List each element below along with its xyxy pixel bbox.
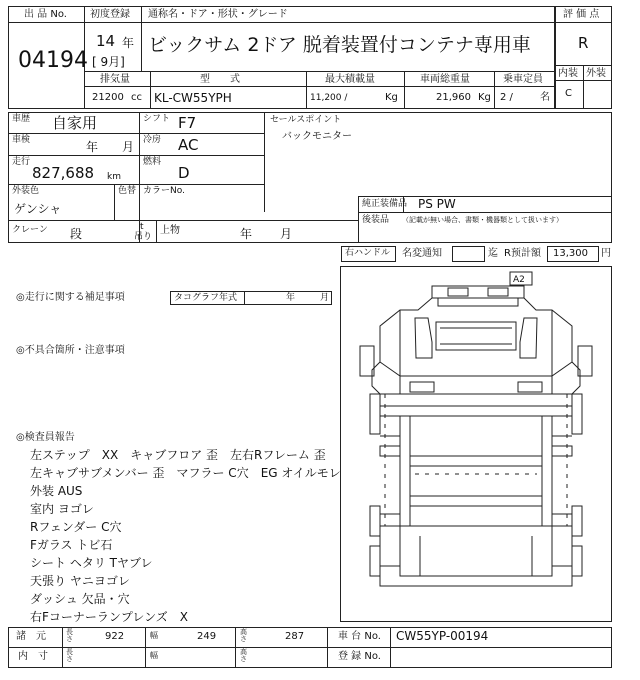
- name-change-label: 名変通知: [402, 248, 442, 259]
- sales-point-value: バックモニター: [282, 131, 352, 142]
- month-value: [ 9月]: [92, 55, 125, 69]
- crane-stage: 段: [70, 227, 83, 241]
- dims-label: 諸 元: [16, 631, 46, 642]
- divider: [84, 86, 555, 87]
- divider: [156, 220, 157, 242]
- vehicle-name: ビックサム 2ドア 脱着装置付コンテナ専用車: [148, 34, 531, 56]
- genuine-label: 純正装備品: [362, 199, 408, 209]
- registration-label: 登 録 No.: [338, 651, 381, 662]
- vehicle-label: 通称名・ドア・形状・グレード: [148, 9, 288, 20]
- divider: [404, 71, 405, 109]
- divider: [8, 22, 84, 23]
- year-value: 14: [96, 32, 116, 50]
- ac-label: 冷房: [143, 135, 162, 145]
- interior-label: 内装: [558, 68, 578, 79]
- divider: [583, 65, 584, 109]
- report-line: 室内 ヨゴレ: [30, 502, 94, 516]
- displacement-value: 21200: [92, 92, 124, 103]
- defects-label: ◎不具合箇所・注意事項: [16, 345, 125, 356]
- gross-weight-value: 21,960: [436, 92, 471, 103]
- report-line: 左ステップ XX キャブフロア 歪 左右Rフレーム 歪: [30, 448, 326, 462]
- genuine-value: PS PW: [418, 197, 456, 211]
- report-line: Rフェンダー C穴: [30, 520, 122, 534]
- height-label: 高さ: [240, 628, 247, 643]
- report-line: 天張り ヤニヨゴレ: [30, 574, 130, 588]
- length-label: 長さ: [66, 628, 73, 643]
- exterior-label: 外装: [586, 68, 606, 79]
- capacity-value: 2 /: [500, 92, 513, 103]
- gross-weight-label: 車両総重量: [420, 74, 470, 85]
- aftermarket-note: （記載が無い場合、書類・機器類として扱います）: [402, 216, 563, 224]
- divider: [141, 6, 142, 71]
- divider: [62, 627, 63, 668]
- divider: [358, 196, 359, 242]
- first-reg-label: 初度登録: [90, 9, 130, 20]
- inner-width-label: 幅: [150, 651, 158, 660]
- divider: [114, 184, 115, 220]
- year-unit: 年: [122, 36, 135, 50]
- report-line: Fガラス トビ石: [30, 538, 113, 552]
- history-label: 車歴: [12, 114, 31, 124]
- width-label: 幅: [150, 631, 158, 640]
- model-label: 型 式: [200, 74, 240, 85]
- aftermarket-label: 後装品: [362, 215, 390, 225]
- lift-year: 年: [240, 227, 253, 241]
- divider: [8, 184, 264, 185]
- lot-label: 出 品 No.: [24, 9, 67, 20]
- max-load-label: 最大積載量: [325, 74, 375, 85]
- tachograph-label: タコグラフ年式: [174, 293, 238, 303]
- tachograph-month: 月: [320, 293, 330, 303]
- crane-hang: 吊り: [134, 232, 153, 242]
- divider: [8, 647, 612, 648]
- divider: [494, 71, 495, 109]
- capacity-unit: 名: [540, 92, 550, 103]
- inspection-month: 月: [122, 140, 135, 154]
- mileage-label: 走行: [12, 157, 31, 167]
- model-value: KL-CW55YPH: [154, 91, 232, 105]
- interior-value: C: [565, 88, 572, 99]
- deadline-label: 迄: [488, 248, 498, 259]
- length-value: 922: [105, 631, 125, 642]
- chassis-label: 車 台 No.: [338, 631, 381, 642]
- max-load-value: 11,200 /: [310, 93, 348, 103]
- displacement-unit: cc: [131, 92, 142, 103]
- divider: [8, 133, 264, 134]
- inner-length-label: 長さ: [66, 648, 73, 663]
- capacity-label: 乗車定員: [503, 74, 543, 85]
- fuel-value: D: [178, 164, 190, 182]
- inspection-label: 車検: [12, 135, 31, 145]
- rating-label: 評 価 点: [563, 9, 600, 20]
- divider: [8, 220, 358, 221]
- report-line: 右Fコーナーランプレンズ X: [30, 610, 188, 624]
- fuel-label: 燃料: [143, 157, 162, 167]
- right-handle-label: 右ハンドル: [345, 248, 391, 258]
- max-load-unit: Kg: [385, 92, 398, 103]
- color-change-label: 色替: [118, 186, 137, 196]
- divider: [8, 155, 264, 156]
- r-calc-unit: 円: [601, 248, 611, 259]
- report-line: シート ヘタリ Tヤブレ: [30, 556, 153, 570]
- exterior-color-label: 外装色: [12, 186, 40, 196]
- divider: [235, 627, 236, 668]
- driving-notes-label: ◎走行に関する補足事項: [16, 292, 125, 303]
- inner-dims-label: 内 寸: [18, 651, 48, 662]
- shift-label: シフト: [143, 114, 171, 124]
- divider: [84, 22, 555, 23]
- gross-weight-unit: Kg: [478, 92, 491, 103]
- divider: [358, 196, 612, 197]
- inner-height-label: 高さ: [240, 648, 247, 663]
- rating-value: R: [578, 34, 589, 52]
- inspection-year: 年: [86, 140, 99, 154]
- mileage-unit: km: [107, 172, 121, 182]
- r-calc-value: 13,300: [553, 248, 588, 259]
- divider: [327, 627, 328, 668]
- lift-label: 上物: [160, 225, 180, 236]
- divider: [150, 71, 151, 109]
- ac-value: AC: [178, 136, 199, 154]
- truck-diagram: [340, 266, 612, 622]
- width-value: 249: [197, 631, 217, 642]
- exterior-color-value: ゲンシャ: [14, 202, 62, 216]
- divider: [244, 291, 245, 305]
- damage-marker: A2: [513, 275, 525, 285]
- inspector-report-label: ◎検査員報告: [16, 432, 75, 443]
- r-calc-label: R预計額: [504, 248, 541, 259]
- tachograph-year: 年: [286, 293, 296, 303]
- cab-roof: [432, 286, 524, 298]
- divider: [390, 627, 391, 668]
- color-no-label: カラーNo.: [143, 186, 185, 196]
- crane-label: クレーン: [12, 225, 48, 235]
- sales-point-label: セールスポイント: [270, 115, 342, 125]
- lift-month: 月: [280, 227, 293, 241]
- report-line: ダッシュ 欠品・穴: [30, 592, 130, 606]
- shift-value: F7: [178, 114, 197, 132]
- divider: [555, 22, 612, 23]
- height-value: 287: [285, 631, 305, 642]
- history-value: 自家用: [52, 114, 98, 132]
- name-change-box: [452, 246, 485, 262]
- divider: [145, 627, 146, 668]
- divider: [358, 212, 612, 213]
- chassis-value: CW55YP-00194: [396, 629, 489, 643]
- report-line: 左キャブサブメンバー 歪 マフラー C穴 EG オイルモレ: [30, 466, 341, 480]
- divider: [306, 71, 307, 109]
- mileage-value: 827,688: [32, 164, 95, 182]
- crane-ton: t: [140, 222, 144, 232]
- displacement-label: 排気量: [100, 74, 130, 85]
- divider: [264, 112, 265, 212]
- report-line: 外装 AUS: [30, 484, 83, 498]
- divider: [84, 71, 555, 72]
- lot-number: 04194: [18, 48, 88, 73]
